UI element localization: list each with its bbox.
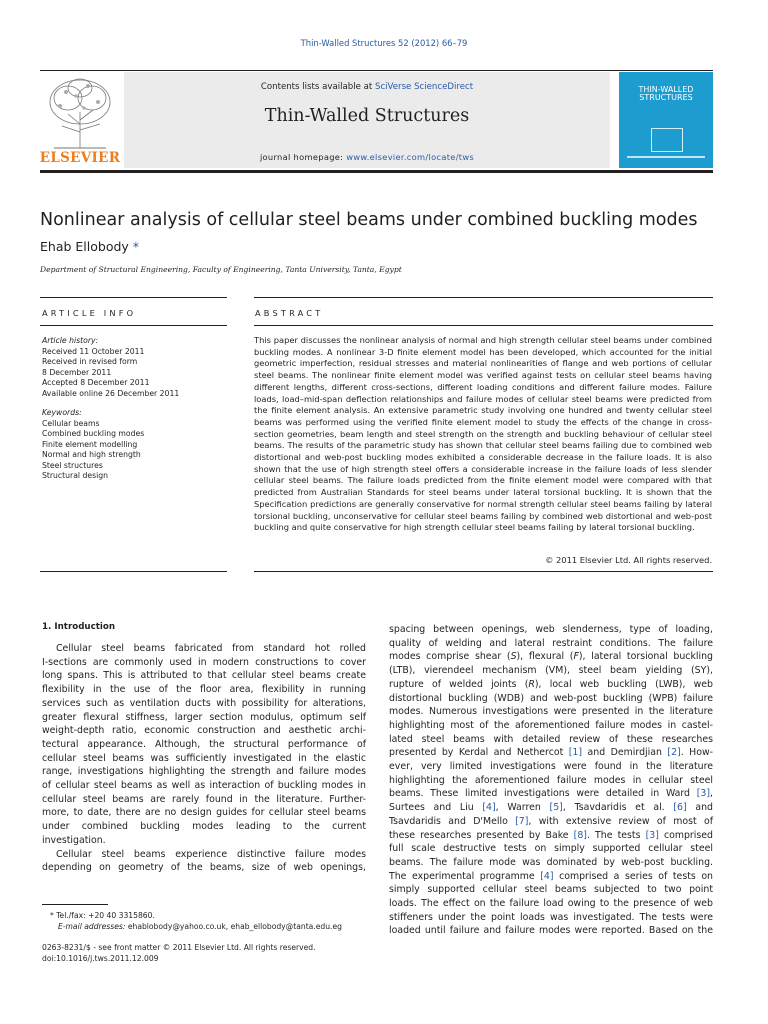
text-line: greater flexural stiffness, larger section modulus, optimum self: [42, 711, 366, 723]
text-line: cellular steel beams was sufficiently investigated in the elastic: [42, 752, 366, 764]
text-run: and: [686, 802, 714, 814]
article-info-heading: ARTICLE INFO: [42, 308, 137, 318]
text-run: , with extensive review of most of: [528, 815, 713, 827]
text-run: . The tests: [586, 829, 646, 841]
cover-title: [619, 86, 713, 102]
text-run: ,: [710, 788, 713, 800]
text-line: lated steel beams with detailed review of these researches: [389, 733, 713, 745]
text-line: of cellular steel beams as well as interaction of buckling modes in: [42, 780, 366, 792]
text-line: Cellular steel beams experience distinctive failure modes: [56, 848, 366, 860]
journal-banner: [124, 72, 610, 168]
text-run: beams. These limited investigations were detailed in Ward: [389, 788, 697, 800]
text-line: investigation.: [42, 834, 106, 846]
footnote-contact: [42, 910, 366, 921]
footnote-rule: [42, 904, 108, 905]
citation-link[interactable]: [4]: [482, 802, 496, 814]
citation-link[interactable]: [6]: [673, 802, 687, 814]
history-received: Received 11 October 2011: [42, 346, 145, 356]
text-run: rupture of welded joints (: [389, 678, 529, 690]
abstract-text: This paper discusses the nonlinear analysis of normal and high strength cellular steel beams under combined buckling modes. A nonlinear 3-D finite element model has been developed, which accounted for the initial geometric imperfection, residual stresses and material nonlinearities of flange and web portions of cellular steel beams. The nonlinear finite element model was verified against tests on cellular steel beams having different lengths, different cross-sections, different loading conditions and different failure modes. Failure loads, load–mid-span deflection relationships and failure modes of cellular steel beams were predicted from the finite element analysis. An extensive parametric study involving one hundred and twenty cellular steel beams was performed using the verified finite element model to study the effects of the change in cross-section geometries, beam length and steel strength on the strength and buckling behaviour of cellular steel beams. The results of the parametric study has shown that cellular steel beams failing due to combined web distortional and web-post buckling modes exhibited a considerable decrease in the failure loads. It is also shown that the use of high strength steel offers a considerable increase in the failure loads of less slender cellular steel beams. The failure loads predicted from the finite element model were compared with that predicted from Australian Standards for steel beams under lateral torsional buckling. It is shown that the Specification predictions are generally conservative for normal strength cellular steel beams failing by lateral torsional buckling, unconservative for cellular steel beams failing by combined web distortional and web-post buckling and quite conservative for high strength cellular steel beams failing by lateral torsional buckling.: [254, 335, 712, 533]
citation-link[interactable]: [3]: [696, 788, 711, 800]
citation-link[interactable]: [5]: [549, 802, 563, 814]
text-line: long spans. This is attributed to that cellular steel beams create: [42, 670, 366, 682]
text-run: and Demirdjian: [582, 747, 668, 759]
history-revised-label: Received in revised form: [42, 357, 138, 366]
text-line: services such as ventilation ducts with possibility for alterations,: [42, 697, 366, 709]
text-line: [389, 678, 713, 692]
symbol-shear: S: [510, 651, 517, 663]
keyword: Normal and high strength: [42, 450, 141, 459]
text-run: , Tsavdaridis et al.: [562, 802, 674, 814]
text-line: range, investigations highlighting the strength and failure modes: [42, 766, 366, 778]
text-run: modes comprise shear (: [389, 651, 511, 663]
journal-title: Thin-Walled Structures: [264, 106, 470, 126]
text-line: full scale destructive tests on simply supported cellular steel: [389, 843, 713, 855]
cover-emblem: [651, 128, 683, 152]
text-run: ), local web buckling (LWB), web: [534, 678, 713, 690]
text-line: loads. The effect on the failure load owing to the presence of web: [389, 898, 713, 910]
text-line: [389, 650, 713, 664]
email-list: ehablobody@yahoo.co.uk, ehab_ellobody@tanta.edu.eg: [125, 922, 342, 932]
abstract-heading: ABSTRACT: [255, 308, 324, 318]
symbol-rupture: R: [528, 678, 535, 690]
intro-left-column: [42, 642, 366, 875]
text-line: highlighting most of the aforementioned failure modes in castel-: [389, 719, 713, 731]
front-matter: [42, 942, 366, 965]
text-run: these researches presented by Bake: [389, 829, 574, 841]
text-line: [389, 829, 713, 843]
text-line: ever, very limited investigations were found in the literature: [389, 761, 713, 773]
email-label: E-mail addresses:: [58, 922, 126, 932]
info-mid-rule: [40, 325, 227, 326]
cover-title-line2: STRUCTURES: [639, 93, 693, 103]
author-line: [40, 239, 139, 254]
keyword: Finite element modelling: [42, 439, 138, 449]
article-title: Nonlinear analysis of cellular steel beams under combined buckling modes: [40, 210, 698, 230]
journal-cover-thumbnail: [619, 72, 713, 168]
homepage-line: [124, 152, 610, 162]
citation-link[interactable]: [3]: [645, 829, 659, 841]
text-run: presented by Kerdal and Nethercot: [389, 747, 569, 759]
text-line: weight-depth ratio, economic construction and aesthetic archi-: [42, 725, 366, 737]
intro-paragraph-1: [42, 642, 366, 848]
intro-right-column: [389, 623, 713, 938]
cover-divider: [627, 156, 705, 158]
footnote-emails: [42, 921, 366, 932]
text-line: distortional buckling (WDB) and web-post buckling (WPB) failure: [389, 692, 713, 704]
text-run: Tsavdaridis and D'Mello: [389, 815, 516, 827]
text-line: loaded until failure and failure modes were reported. Based on the: [389, 925, 713, 937]
citation-link[interactable]: [1]: [568, 747, 583, 759]
citation-link[interactable]: [7]: [515, 815, 529, 827]
text-line: I-sections are commonly used in modern constructions to cover: [42, 656, 366, 668]
text-run: . How-: [680, 747, 714, 759]
abstract-copyright: © 2011 Elsevier Ltd. All rights reserved.: [545, 555, 712, 565]
text-line: modes. Numerous investigations were presented in the literature: [389, 706, 713, 718]
text-line: flexibility in the use of the floor area, flexibility in running: [42, 684, 366, 696]
citation-link[interactable]: [8]: [573, 829, 587, 841]
author-affiliation: Department of Structural Engineering, Faculty of Engineering, Tanta University, Tanta, Egypt: [40, 265, 402, 274]
contents-line: [124, 82, 610, 92]
author-footnote-mark[interactable]: *: [132, 239, 140, 254]
keyword: Structural design: [42, 471, 108, 480]
info-top-rule: [40, 297, 227, 298]
footnote-tel: Tel./fax: +20 40 3315860.: [53, 911, 155, 920]
text-line: [389, 801, 713, 815]
text-run: Surtees and Liu: [389, 802, 483, 814]
text-line: [389, 787, 713, 801]
text-line: more, to date, there are no design guides for cellular steel beams: [42, 807, 366, 819]
text-line: [389, 815, 713, 829]
text-run: comprised: [658, 829, 713, 841]
text-line: simply supported cellular steel beams subjected to two point: [389, 884, 713, 896]
citation-link[interactable]: [2]: [667, 747, 681, 759]
text-line: under combined buckling modes leading to the current: [42, 821, 366, 833]
doi[interactable]: doi:10.1016/j.tws.2011.12.009: [42, 954, 159, 964]
text-line: highlighting the aforementioned failure modes in cellular steel: [389, 774, 713, 786]
history-online: Available online 26 December 2011: [42, 388, 180, 398]
keyword: Cellular beams: [42, 418, 100, 428]
abstract-bottom-rule: [254, 571, 713, 572]
text-line: stiffeners under the point loads was investigated. The tests were: [389, 911, 713, 923]
keywords-label: Keywords:: [42, 408, 82, 417]
text-run: The experimental programme: [389, 870, 541, 882]
text-run: comprised a series of tests on: [553, 870, 714, 882]
header-rule-thin: [40, 70, 713, 71]
text-line: quality of welding and lateral restraint conditions. The failure: [389, 637, 713, 649]
publisher-name: ELSEVIER: [39, 150, 121, 166]
author-name: Ehab Ellobody: [40, 239, 129, 254]
author-footnote: [42, 910, 366, 933]
intro-paragraph-2: [42, 848, 366, 875]
text-line: Cellular steel beams fabricated from standard hot rolled: [56, 643, 366, 654]
text-line: depending on geometry of the beams, size of web openings,: [42, 862, 366, 874]
text-line: cellular steel beams are rarely found in the literature. Further-: [42, 793, 366, 805]
article-history: [42, 336, 227, 482]
history-accepted: Accepted 8 December 2011: [42, 378, 150, 387]
text-line: beams. The failure mode was dominated by web-post buckling.: [389, 856, 713, 868]
text-line: tectural appearance. Although, the structural performance of: [42, 738, 366, 750]
sciencedirect-link[interactable]: SciVerse ScienceDirect: [374, 82, 474, 92]
keyword: Combined buckling modes: [42, 429, 145, 438]
history-revised-date: 8 December 2011: [42, 367, 112, 377]
journal-homepage-link[interactable]: www.elsevier.com/locate/tws: [346, 152, 475, 162]
issn-copyright: 0263-8231/$ - see front matter © 2011 Elsevier Ltd. All rights reserved.: [42, 943, 316, 952]
abstract-mid-rule: [254, 325, 713, 326]
text-line: [389, 746, 713, 760]
contents-prefix: Contents lists available at: [260, 82, 375, 92]
text-line: [389, 870, 713, 884]
footnote-mark: *: [50, 911, 54, 920]
header-rule-thick: [40, 170, 713, 173]
introduction-heading: 1. Introduction: [42, 622, 116, 632]
cover-title-line1: THIN-WALLED: [638, 85, 694, 94]
history-label: Article history:: [42, 336, 99, 345]
journal-reference[interactable]: Thin-Walled Structures 52 (2012) 66–79: [300, 38, 468, 48]
homepage-prefix: journal homepage:: [259, 152, 347, 162]
text-run: , Warren: [495, 802, 550, 814]
info-bottom-rule: [40, 571, 227, 572]
symbol-flexural: F: [573, 651, 579, 663]
keyword: Steel structures: [42, 460, 103, 470]
text-line: spacing between openings, web slenderness, type of loading,: [389, 624, 713, 635]
citation-link[interactable]: [4]: [540, 870, 554, 882]
abstract-top-rule: [254, 297, 713, 298]
text-run: ), flexural (: [516, 651, 574, 663]
text-line: (LTB), vierendeel mechanism (VM), steel beam yielding (SY),: [389, 665, 713, 677]
text-run: ), lateral torsional buckling: [578, 651, 713, 663]
